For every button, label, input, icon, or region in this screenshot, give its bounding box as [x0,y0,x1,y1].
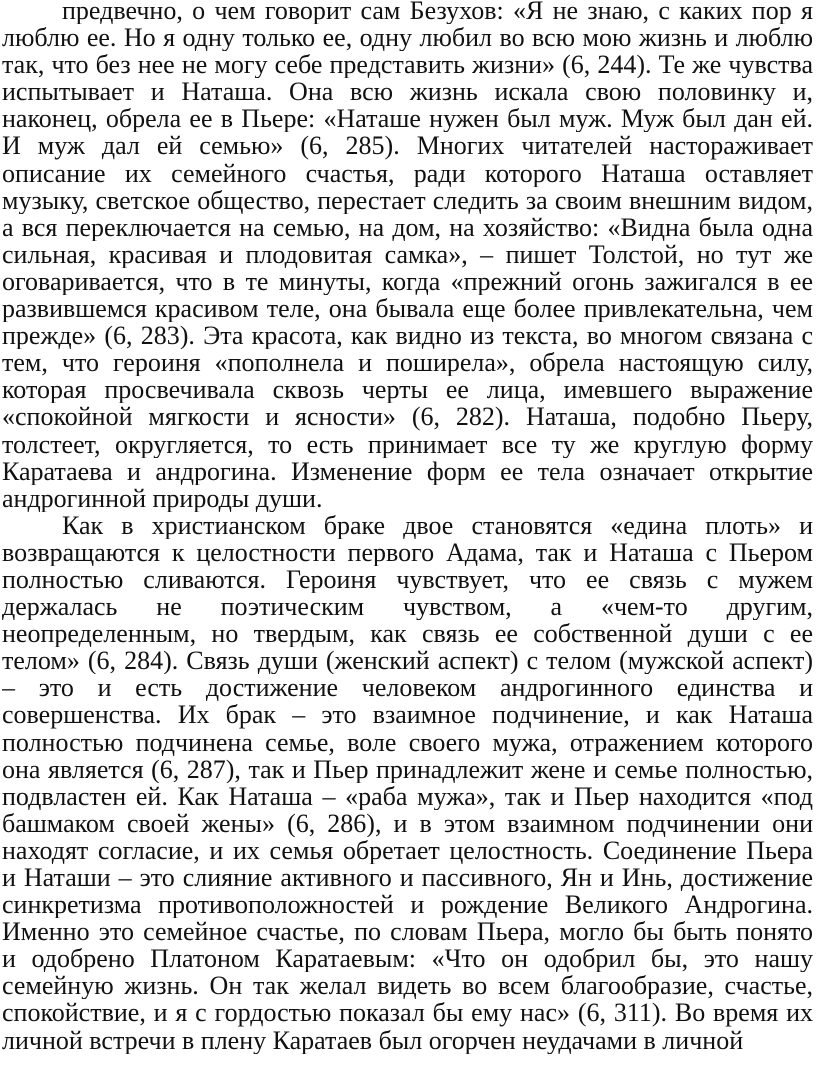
text-line: а вся переключается на семью, на дом, на хозяйство: «Видна была одна [2,213,813,241]
text-line: андрогинной природы души. [2,484,323,512]
text-line: тем, что героиня «пополнела и поширела», обрела настоящую силу, [2,349,813,377]
body-text [2,0,813,1054]
text-line: прежде» (6, 283). Эта красота, как видно из текста, во многом связана с [2,322,813,350]
text-line: полностью сливаются. Героиня чувствует, что ее связь с мужем [2,565,813,594]
text-line: полностью подчинена семье, воле своего мужа, отражением которого [2,728,813,756]
text-line: Как в христианском браке двое становятся «едина плоть» и [62,511,813,539]
text-line: спокойствие, и я с гордостью показал бы ему нас» (6, 311). Во время их [2,999,813,1027]
text-line: музыку, светское общество, перестает следить за своим внешним видом, [2,186,813,214]
text-line: развившемся красивом теле, она бывала еще более привлекательна, чем [2,295,813,323]
text-line: башмаком своей жены» (6, 286), и в этом взаимном подчинении они [2,809,813,837]
text-line: и одобрено Платоном Каратаевым: «Что он одобрил бы, это нашу [2,945,813,973]
text-line: «спокойной мягкости и ясности» (6, 282). Наташа, подобно Пьеру, [2,403,813,431]
text-line: синкретизма противоположностей и рождение Великого Андрогина. [2,891,813,919]
text-line: семейную жизнь. Он так желал видеть во всем благообразие, счастье, [2,972,813,1000]
text-line: – это и есть достижение человеком андрогинного единства и [2,674,813,702]
text-line: испытывает и Наташа. Она всю жизнь искала свою половинку и, [2,78,813,106]
text-line: совершенства. Их брак – это взаимное подчинение, и как Наташа [2,701,813,729]
text-line: так, что без нее не могу себе представить жизни» (6, 244). Те же чувства [2,51,813,79]
text-line: возвращаются к целостности первого Адама, так и Наташа с Пьером [2,538,813,566]
text-line: которая просвечивала сквозь черты ее лица, имевшего выражение [2,376,813,404]
text-line: Каратаева и андрогина. Изменение форм ее тела означает открытие [2,457,813,485]
text-line: телом» (6, 284). Связь души (женский аспект) с телом (мужской аспект) [2,647,813,675]
text-line: люблю ее. Но я одну только ее, одну любил во всю мою жизнь и люблю [2,24,813,52]
text-line: оговаривается, что в те минуты, когда «прежний огонь зажигался в ее [2,267,813,296]
text-line: неопределенным, но твердым, как связь ее собственной души с ее [2,620,813,648]
text-line: Именно это семейное счастье, по словам Пьера, могло бы быть понято [2,918,813,946]
text-line: описание их семейного счастья, ради которого Наташа оставляет [2,159,813,187]
text-line: сильная, красивая и плодовитая самка», – пишет Толстой, но тут же [2,240,813,268]
text-line: держалась не поэтическим чувством, а «чем-то другим, [2,593,813,621]
text-line: И муж дал ей семью» (6, 285). Многих читателей настораживает [2,132,813,160]
text-line: личной встречи в плену Каратаев был огорчен неудачами в личной [2,1026,744,1054]
text-line: наконец, обрела ее в Пьере: «Наташе нужен был муж. Муж был дан ей. [2,105,813,133]
text-line: толстеет, округляется, то есть принимает все ту же круглую форму [2,430,813,458]
text-line: и Наташи – это слияние активного и пассивного, Ян и Инь, достижение [2,864,813,892]
text-line: предвечно, о чем говорит сам Безухов: «Я не знаю, с каких пор я [62,0,813,25]
text-line: подвластен ей. Как Наташа – «раба мужа», так и Пьер находится «под [2,782,813,810]
text-line: находят согласие, и их семья обретает целостность. Соединение Пьера [2,836,813,864]
text-line: она является (6, 287), так и Пьер принадлежит жене и семье полностью, [2,755,813,783]
